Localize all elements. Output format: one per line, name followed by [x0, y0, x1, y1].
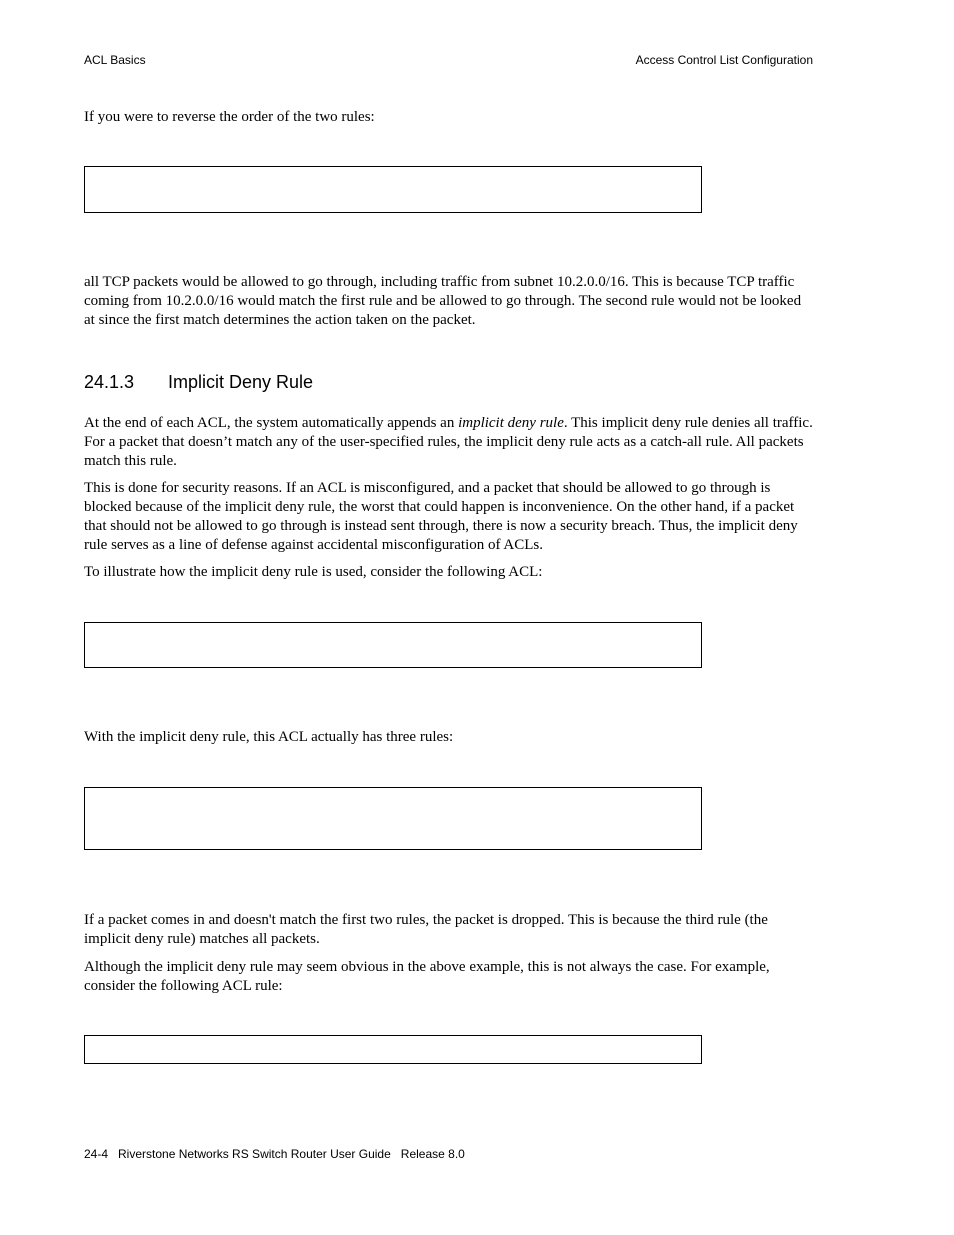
implicit-deny-term: implicit deny rule	[458, 415, 564, 431]
code-block-three-rules	[84, 787, 702, 850]
paragraph-reverse-order: If you were to reverse the order of the two rules:	[84, 109, 375, 125]
paragraph-illustrate: To illustrate how the implicit deny rule is used, consider the following ACL:	[84, 564, 543, 580]
intro-text-end: . This implicit deny rule denies all traffic. For a packet that doesn’t match any of the user-specified rules, the implicit deny rule acts as a catch-all rule. All packets match this rule.	[84, 415, 813, 469]
section-number: 24.1.3	[84, 372, 135, 392]
paragraph-implicit-deny-intro	[84, 414, 814, 471]
page-footer: 24-4 Riverstone Networks RS Switch Router User Guide Release 8.0	[84, 1147, 465, 1161]
paragraph-three-rules: With the implicit deny rule, this ACL actually has three rules:	[84, 729, 454, 745]
paragraph-not-obvious: Although the implicit deny rule may seem obvious in the above example, this is not always the case. For example, consider the following ACL rule:	[84, 959, 770, 994]
paragraph-packet-dropped: If a packet comes in and doesn't match the first two rules, the packet is dropped. This is because the third rule (the implicit deny rule) matches all packets.	[84, 912, 768, 947]
paragraph-tcp-explanation: all TCP packets would be allowed to go through, including traffic from subnet 10.2.0.0/16. This is because TCP traffic coming from 10.2.0.0/16 would match the first rule and be allowed to go through. The second rule would not be looked at since the first match determines the action taken on the packet.	[84, 274, 802, 328]
section-title: Implicit Deny Rule	[168, 372, 314, 392]
paragraph-security-reasons: This is done for security reasons. If an ACL is misconfigured, and a packet that should be allowed to go through is blocked because of the implicit deny rule, the worst that could happen is inconvenience. On the other hand, if a packet that should not be allowed to go through is instead sent through, there is now a security breach. Thus, the implicit deny rule serves as a line of defense against accidental misconfiguration of ACLs.	[84, 480, 798, 553]
code-block-example-acl	[84, 622, 702, 668]
intro-text-start: At the end of each ACL, the system automatically appends an	[84, 415, 459, 431]
code-block-acl-rule	[84, 1035, 702, 1064]
running-header-left: ACL Basics	[84, 53, 146, 67]
running-header-right: Access Control List Configuration	[635, 53, 813, 67]
code-block-reversed-rules	[84, 166, 702, 213]
section-heading	[84, 371, 313, 393]
